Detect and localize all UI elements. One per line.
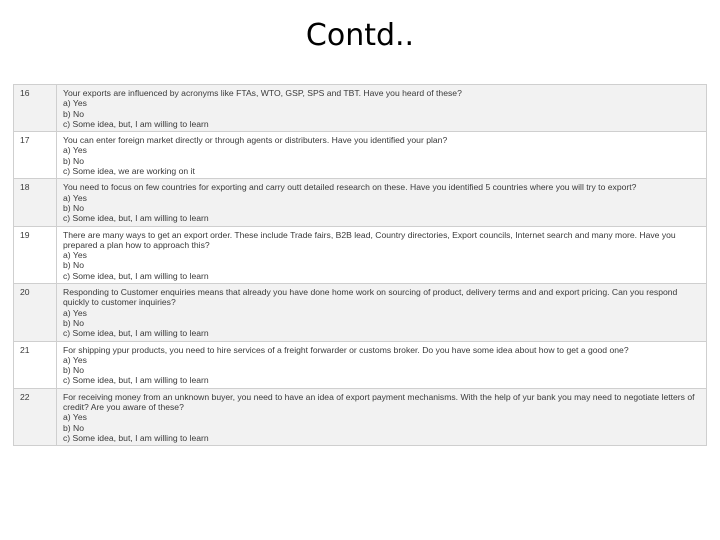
question-cell: [57, 132, 707, 179]
question-text: There are many ways to get an export order. These include Trade fairs, B2B lead, Country directories, Export councils, Internet search and many more. Have you prepared a plan how to approach this?: [63, 229, 676, 250]
option-b: b) No: [63, 317, 85, 328]
question-number: 21: [14, 341, 57, 388]
questionnaire-table: [13, 84, 707, 446]
option-c: c) Some idea, but, I am willing to learn: [63, 328, 209, 339]
option-c: c) Some idea, but, I am willing to learn: [63, 375, 209, 386]
question-cell: [57, 388, 707, 445]
table-row: [14, 179, 707, 226]
question-number: 16: [14, 85, 57, 132]
table-row: [14, 132, 707, 179]
option-b: b) No: [63, 202, 85, 213]
question-cell: [57, 284, 707, 341]
question-text: Responding to Customer enquiries means that already you have done home work on sourcing of product, delivery terms and and export pricing. Can you respond quickly to customer inquiries?: [63, 287, 678, 308]
option-a: a) Yes: [63, 98, 87, 109]
option-b: b) No: [63, 365, 85, 376]
question-cell: [57, 226, 707, 283]
question-text: Your exports are influenced by acronyms like FTAs, WTO, GSP, SPS and TBT. Have you heard of these?: [63, 88, 462, 98]
option-a: a) Yes: [63, 412, 87, 423]
option-b: b) No: [63, 155, 85, 166]
question-text: You need to focus on few countries for exporting and carry outt detailed research on these. Have you identified 5 countries where you will try to export?: [63, 182, 637, 193]
slide-title: Contd..: [305, 18, 415, 53]
option-a: a) Yes: [63, 145, 87, 156]
question-text: You can enter foreign market directly or through agents or distributers. Have you identified your plan?: [63, 135, 448, 146]
option-c: c) Some idea, we are working on it: [63, 166, 195, 177]
question-text: For receiving money from an unknown buyer, you need to have an idea of export payment mechanisms. With the help of yur bank you may need to negotiate letters of credit? Are you aware of these?: [63, 391, 695, 413]
table-row: [14, 341, 707, 388]
question-number: 18: [14, 179, 57, 226]
option-c: c) Some idea, but, I am willing to learn: [63, 432, 209, 443]
question-number: 17: [14, 132, 57, 179]
option-b: b) No: [63, 422, 85, 433]
question-text: For shipping ypur products, you need to hire services of a freight forwarder or customs broker. Do you have some idea about how to get a good one?: [63, 344, 629, 355]
question-cell: [57, 341, 707, 388]
question-number: 20: [14, 284, 57, 341]
option-b: b) No: [63, 260, 85, 271]
question-cell: [57, 85, 707, 132]
question-number: 22: [14, 388, 57, 445]
option-a: a) Yes: [63, 250, 87, 261]
option-a: a) Yes: [63, 307, 87, 318]
table-row: [14, 284, 707, 341]
table-row: [14, 226, 707, 283]
question-number: 19: [14, 226, 57, 283]
question-cell: [57, 179, 707, 226]
option-c: c) Some idea, but, I am willing to learn: [63, 118, 209, 129]
questionnaire-body: [14, 85, 707, 446]
option-a: a) Yes: [63, 192, 87, 203]
option-c: c) Some idea, but, I am willing to learn: [63, 213, 209, 224]
option-c: c) Some idea, but, I am willing to learn: [63, 270, 209, 281]
option-a: a) Yes: [63, 354, 87, 365]
table-row: [14, 85, 707, 132]
table-row: [14, 388, 707, 445]
option-b: b) No: [63, 108, 85, 119]
